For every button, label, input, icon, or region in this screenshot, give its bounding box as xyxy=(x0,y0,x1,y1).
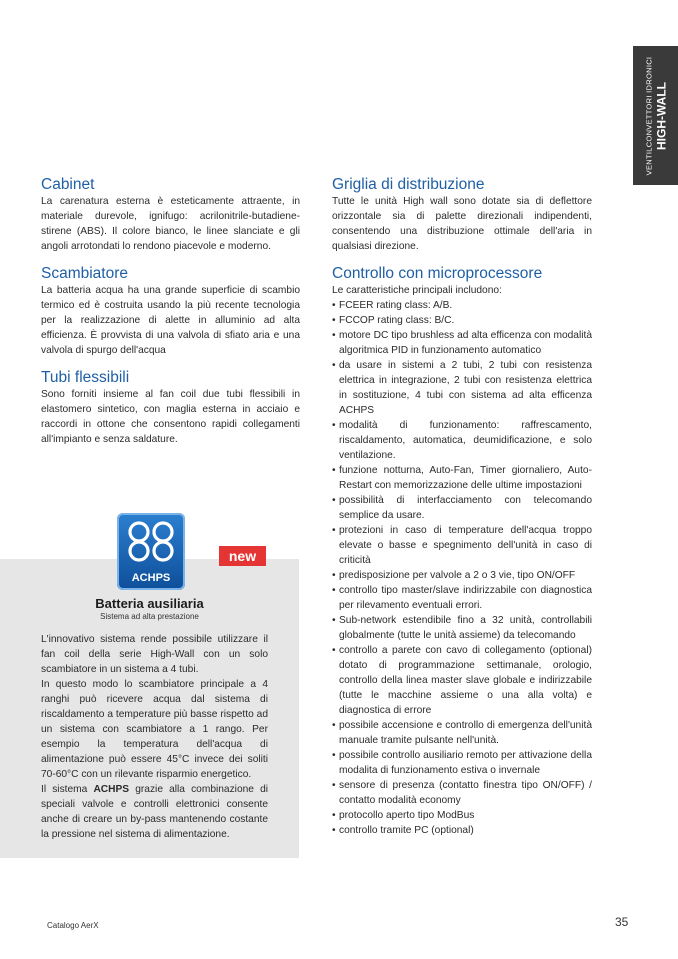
text-scambiatore: La batteria acqua ha una grande superficie di scambio termico ed è costruita usando la più recente tecnologia per la realizzazione di alette in alluminio ad alta efficienza. È provvista di una valvola di sfiato aria e una valvola di spurgo dell'acqua xyxy=(41,285,300,356)
achps-logo-label: ACHPS xyxy=(131,572,171,584)
list-item: • FCEER rating class: A/B. xyxy=(332,298,592,313)
heading-griglia: Griglia di distribuzione xyxy=(332,176,485,193)
list-item: • funzione notturna, Auto-Fan, Timer giornaliero, Auto-Restart con memorizzazione delle ultime impostazioni xyxy=(332,463,592,493)
box-p3-achps: ACHPS xyxy=(93,784,130,795)
box-subtitle: Sistema ad alta prestazione xyxy=(100,612,199,621)
box-paragraph-1: L'innovativo sistema rende possibile utilizzare il fan coil della serie High-Wall con un solo scambiatore in un sistema a 4 tubi. xyxy=(41,634,268,675)
list-item: • possibile controllo ausiliario remoto per attivazione della modalita di funzionamento estiva o invernale xyxy=(332,748,592,778)
list-item: • sensore di presenza (contatto finestra tipo ON/OFF) / contatto modalità economy xyxy=(332,778,592,808)
list-item: • Sub-network estendibile fino a 32 unità, controllabili globalmente (tutte le unità assieme) da telecomando xyxy=(332,613,592,643)
list-item: • controllo tramite PC (optional) xyxy=(332,823,592,838)
right-column xyxy=(332,176,592,838)
list-item: • protocollo aperto tipo ModBus xyxy=(332,808,592,823)
list-item: • modalità di funzionamento: raffrescamento, riscaldamento, automatica, deumidificazione, e solo ventilazione. xyxy=(332,418,592,463)
box-text xyxy=(41,632,268,842)
list-item: • possibilità di interfacciamento con telecomando semplice da usare. xyxy=(332,493,592,523)
list-item: • controllo tipo master/slave indirizzabile con diagnostica per rilevamento eventuali errori. xyxy=(332,583,592,613)
list-item: • predisposizione per valvole a 2 o 3 vie, tipo ON/OFF xyxy=(332,568,592,583)
section-tab xyxy=(633,46,678,185)
achps-symbol-icon xyxy=(123,520,179,564)
section-tab-title: HIGH-WALL xyxy=(654,81,668,150)
box-p3-start: Il sistema xyxy=(41,784,94,795)
list-item: • protezioni in caso di temperature dell'acqua troppo elevate o basse e spegnimento dell'unità in caso di criticità xyxy=(332,523,592,568)
text-griglia: Tutte le unità High wall sono dotate sia di deflettore orizzontale sia di palette direzionali indipendenti, consentendo una distribuzione ottimale dell'aria in qualsiasi direzione. xyxy=(332,196,592,252)
list-item: • FCCOP rating class: B/C. xyxy=(332,313,592,328)
box-title: Batteria ausiliaria xyxy=(95,596,204,611)
heading-scambiatore: Scambiatore xyxy=(41,265,129,282)
heading-controllo: Controllo con microprocessore xyxy=(332,265,543,282)
controllo-intro: Le caratteristiche principali includono: xyxy=(332,285,502,296)
page-number: 35 xyxy=(615,915,629,929)
section-tab-subtitle: VENTILCONVETTORI IDRONICI xyxy=(644,56,653,175)
list-item: • controllo a parete con cavo di collegamento (optional) dotato di programmazione settimanale, orologio, controllo della linea master slave globale e indirizzabile (tutte le macchine assieme o una alla volta) e diagnostica di errore xyxy=(332,643,592,718)
box-paragraph-3 xyxy=(41,782,268,842)
footer-catalog: Catalogo AerX xyxy=(47,921,99,930)
feature-list xyxy=(332,298,592,838)
left-column xyxy=(41,176,300,458)
text-cabinet: La carenatura esterna è esteticamente attraente, in materiale durevole, ignifugo: acrilonitrile-butadiene-stirene (ABS). Il colore bianco, le linee slanciate e gli angoli arrotondati lo rendono piacevole e moderno. xyxy=(41,196,300,252)
heading-cabinet: Cabinet xyxy=(41,176,95,193)
achps-logo xyxy=(117,513,185,590)
new-badge: new xyxy=(219,546,266,566)
box-p3-end: grazie alla combinazione di speciali valvole e controlli elettronici consente anche di creare un by-pass mantenendo costante la pressione nel sistema di alimentazione. xyxy=(41,784,268,840)
list-item: • da usare in sistemi a 2 tubi, 2 tubi con resistenza elettrica in integrazione, 2 tubi con resistenza elettrica in sostituzione, 4 tubi con sistema ad alta efficenza ACHPS xyxy=(332,358,592,418)
list-item: • possibile accensione e controllo di emergenza dell'unità manuale tramite pulsante nell'unità. xyxy=(332,718,592,748)
list-item: • motore DC tipo brushless ad alta efficenza con modalità algoritmica PID in funzionamento automatico xyxy=(332,328,592,358)
heading-tubi-flessibili: Tubi flessibili xyxy=(41,369,130,386)
text-tubi-flessibili: Sono forniti insieme al fan coil due tubi flessibili in elastomero sintetico, con maglia esterna in acciaio e raccordi in ottone che consentono rapidi collegamenti all'impianto e senza saldature. xyxy=(41,389,300,445)
box-paragraph-2: In questo modo lo scambiatore principale a 4 ranghi può ricevere acqua dal sistema di riscaldamento a temperature più basse rispetto ad un sistema con scambiatore a 1 rango. Per esempio la temperatura dell'acqua di alimentazione può essere 45°C invece dei soliti 70-60°C con un rilevante risparmio energetico. xyxy=(41,679,268,780)
